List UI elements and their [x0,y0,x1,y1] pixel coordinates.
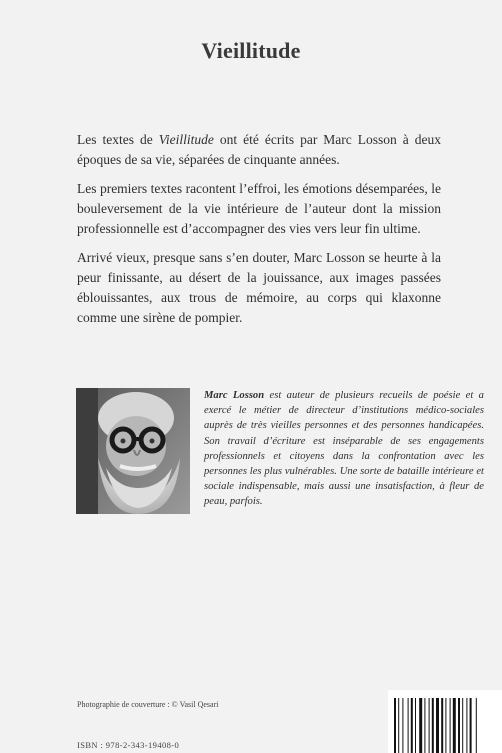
blurb-paragraph-1 [77,130,441,170]
blurb [77,130,441,337]
blurb-p1-title: Vieillitude [158,132,214,147]
author-bio-text: est auteur de plusieurs recueils de poésie et a exercé le métier de directeur d’institutions médico-sociales auprès de très vieilles personnes et des personnes handicapées. Son travail d’écriture est inséparable de ses engagements professionnels et citoyens dans la confrontation avec les personnes les plus vulnérables. Une sorte de bataille intérieure et sociale indispensable, mais aussi une insatisfaction, à fleur de peau, parfois. [204,390,484,508]
blurb-paragraph-3: Arrivé vieux, presque sans s’en douter, Marc Losson se heurte à la peur finissante, au désert de la jouissance, aux images passées éblouissantes, aux trous de mémoire, au corps qui klaxonne comme une sirène de pompier. [77,250,441,325]
barcode [388,690,502,753]
blurb-p1-after: ont été écrits par Marc Losson à deux époques de sa vie, séparées de cinquante années. [77,132,441,167]
blurb-paragraph-2: Les premiers textes racontent l’effroi, les émotions désemparées, le bouleversement de la vie intérieure de l’auteur dont la mission professionnelle est d’accompagner des vies vers leur fin ultime. [77,181,441,236]
author-bio [204,388,484,510]
photo-credit: Photographie de couverture : © Vasil Qesari [77,700,219,709]
book-title: Vieillitude [201,38,301,63]
isbn: ISBN : 978-2-343-19408-0 [77,740,180,750]
author-photo [76,388,190,514]
author-name: Marc Losson [204,390,265,401]
blurb-p1-before: Les textes de [77,132,159,147]
